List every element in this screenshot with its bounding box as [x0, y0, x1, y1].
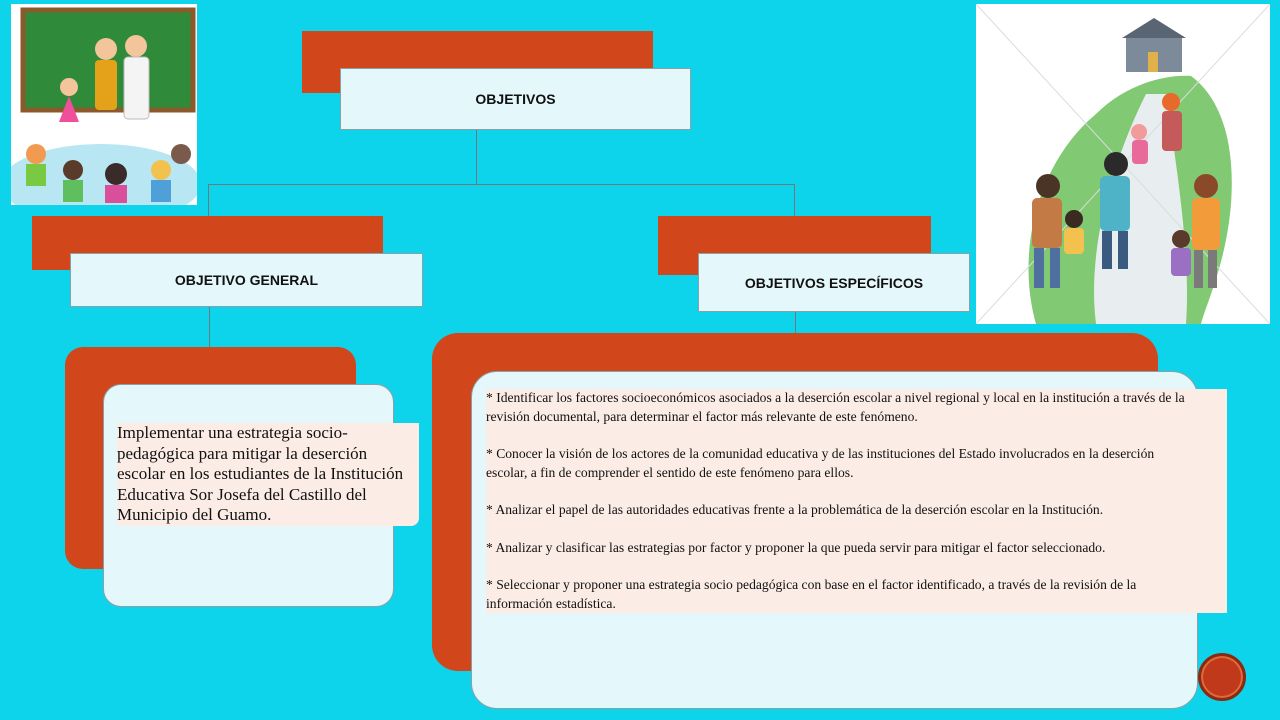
- connector-specific-down: [795, 312, 796, 334]
- general-node: [70, 253, 423, 307]
- specific-item-2: * Conocer la visión de los actores de la comunidad educativa y de las instituciones del Estado involucrados en la deserción escolar, a fin de comprender el sentido de este fenómeno para ellos.: [486, 446, 1155, 480]
- students-walking-illustration: [976, 4, 1270, 324]
- specific-item-5: * Seleccionar y proponer una estrategia socio pedagógica con base en el factor identificado, a través de la revisión de la información estadística.: [486, 577, 1137, 611]
- specific-node-label: OBJETIVOS ESPECÍFICOS: [744, 274, 924, 291]
- specific-node: [698, 253, 970, 312]
- specific-item-3: * Analizar el papel de las autoridades educativas frente a la problemática de la deserción escolar en la Institución.: [486, 502, 1104, 517]
- root-node: [340, 68, 691, 130]
- root-node-label: OBJETIVOS: [475, 91, 556, 107]
- connector-right-down: [794, 184, 795, 216]
- connector-left-down: [208, 184, 209, 216]
- next-slide-button[interactable]: [1198, 653, 1246, 701]
- connector-general-down: [209, 307, 210, 347]
- classroom-illustration: [11, 4, 197, 205]
- specific-item-1: * Identificar los factores socioeconómicos asociados a la deserción escolar a nivel regional y local en la institución a través de la revisión documental, para determinar el factor más relevante de este fenómeno.: [486, 390, 1185, 424]
- general-text-box: [103, 384, 404, 607]
- connector-horizontal: [208, 184, 795, 185]
- specific-item-4: * Analizar y clasificar las estrategias por factor y proponer la que pueda servir para mitigar el factor seleccionado.: [486, 539, 1106, 555]
- general-node-label: OBJETIVO GENERAL: [174, 272, 319, 288]
- general-objective-text: Implementar una estrategia socio-pedagógica para mitigar la deserción escolar en los estudiantes de la Institución Educativa Sor Josefa del Castillo del Municipio del Guamo.: [117, 423, 419, 526]
- connector-root-down: [476, 130, 477, 184]
- specific-text-box: [471, 371, 1198, 709]
- specific-list-panel: [486, 389, 1227, 613]
